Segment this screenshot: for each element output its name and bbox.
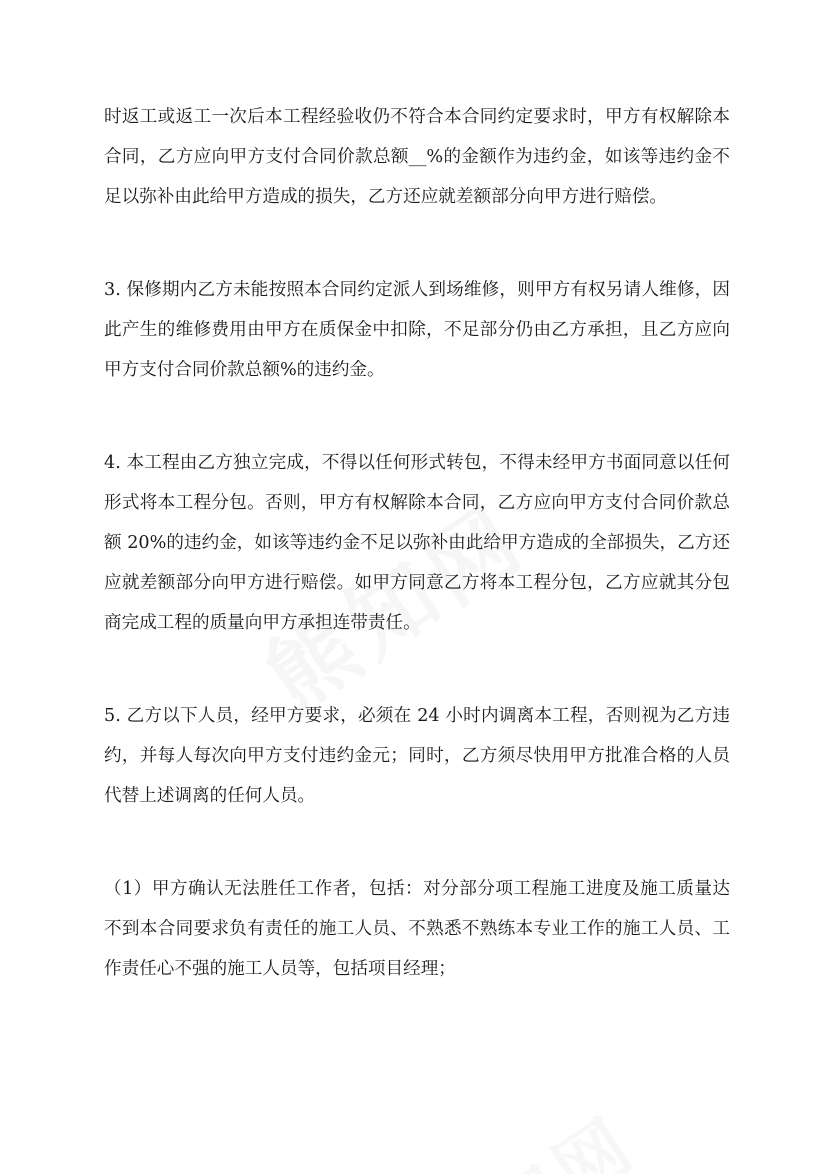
paragraph-breach-penalty-continued: 时返工或返工一次后本工程经验收仍不符合本合同约定要求时，甲方有权解除本合同，乙方应向甲方支付合同价款总额__%的金额作为违约金，如该等违约金不足以弥补由此给甲方造成的损失，乙方还应就差额部分向甲方进行赔偿。 bbox=[104, 107, 730, 207]
watermark-repeat bbox=[397, 1020, 763, 1174]
paragraph-clause-3-warranty-repair: 3. 保修期内乙方未能按照本合同约定派人到场维修，则甲方有权另请人维修，因此产生的维修费用由甲方在质保金中扣除，不足部分仍由乙方承担，且乙方应向甲方支付合同价款总额%的违约金。 bbox=[104, 280, 730, 380]
paragraph-clause-5-item-1: （1）甲方确认无法胜任工作者，包括：对分部分项工程施工进度及施工质量达不到本合同要求负有责任的施工人员、不熟悉不熟练本专业工作的施工人员、工作责任心不强的施工人员等，包括项目经理； bbox=[104, 879, 730, 979]
paragraph-clause-4-subcontracting: 4. 本工程由乙方独立完成，不得以任何形式转包，不得未经甲方书面同意以任何形式将本工程分包。否则，甲方有权解除本合同，乙方应向甲方支付合同价款总额 20%的违约金，如该等违约金不足以弥补由此给甲方造成的全部损失，乙方还应就差额部分向甲方进行赔偿。如甲方同意乙方将本工程分包，乙方应就其分包商完成工程的质量向甲方承担连带责任。 bbox=[104, 453, 730, 633]
paragraph-clause-5-personnel-removal: 5. 乙方以下人员，经甲方要求，必须在 24 小时内调离本工程，否则视为乙方违约，并每人每次向甲方支付违约金元；同时，乙方须尽快用甲方批准合格的人员代替上述调离的任何人员。 bbox=[104, 706, 730, 806]
document-body bbox=[104, 97, 730, 989]
